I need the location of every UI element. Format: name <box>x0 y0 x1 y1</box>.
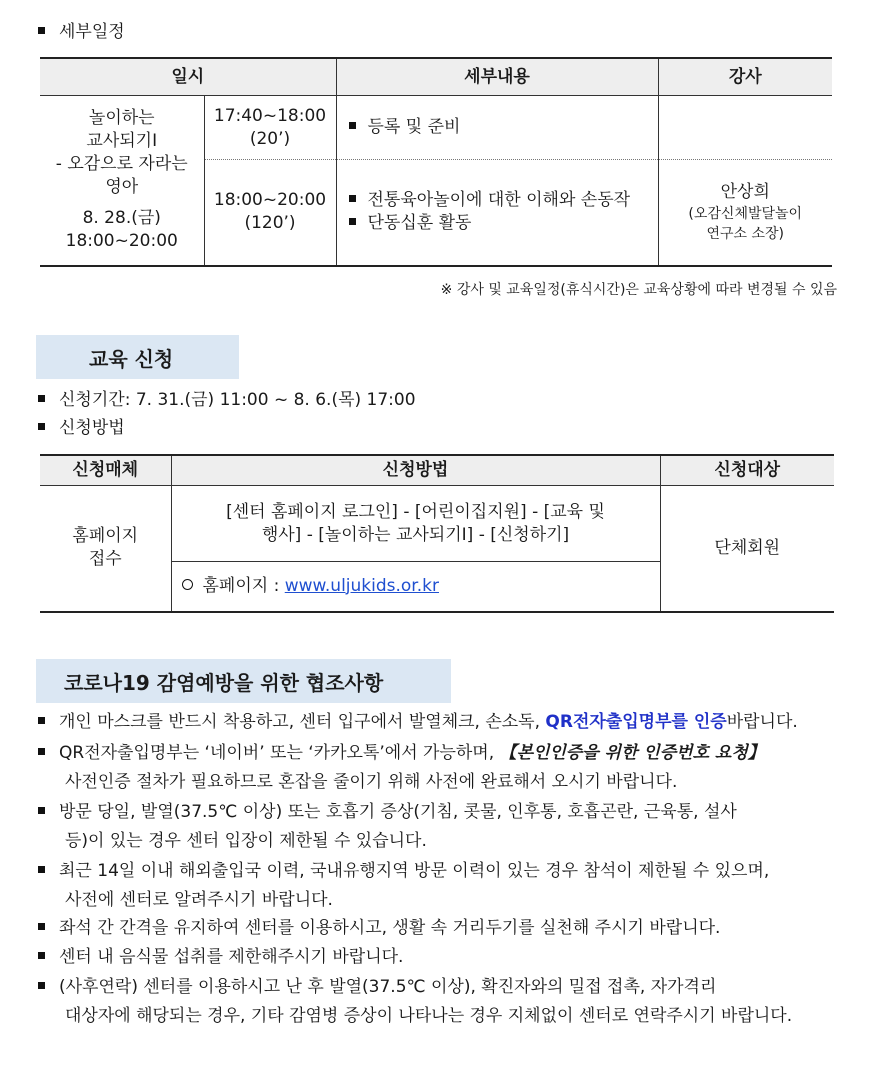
circle-bullet-icon <box>182 579 193 590</box>
covid-item-5: 좌석 간 간격을 유지하여 센터를 이용하시고, 생활 속 거리두기를 실천해 주시기 바랍니다. <box>38 916 838 940</box>
square-bullet-icon <box>38 395 45 402</box>
col-header-medium: 신청매체 <box>40 455 171 486</box>
section-title-application: 교육 신청 <box>36 335 239 379</box>
instructor-name: 안상희 <box>720 181 770 202</box>
list-item: 단동십훈 활동 <box>349 212 658 235</box>
schedule-heading: 세부일정 <box>38 20 125 44</box>
square-bullet-icon <box>38 952 45 959</box>
program-title: 놀이하는 교사되기Ⅰ - 오감으로 자라는 영아 <box>55 108 188 198</box>
time-cell: 17:40~18:00 (20’) <box>204 96 336 160</box>
col-header-target: 신청대상 <box>660 455 834 486</box>
homepage-cell: 홈페이지 : www.uljukids.or.kr <box>171 562 660 612</box>
time-cell: 18:00~20:00 (120’) <box>204 160 336 266</box>
program-date: 8. 28.(금) <box>82 208 161 229</box>
covid-item-4: 최근 14일 이내 해외출입국 이력, 국내유행지역 방문 이력이 있는 경우 참석이 제한될 수 있으며, 사전에 센터로 알려주시기 바랍니다. <box>38 857 838 915</box>
application-table <box>40 454 834 613</box>
square-bullet-icon <box>38 923 45 930</box>
square-bullet-icon <box>349 218 356 225</box>
instructor-cell <box>658 160 832 266</box>
program-time: 18:00~20:00 <box>65 231 178 252</box>
list-item: 전통육아놀이에 대한 이해와 손동작 <box>349 189 658 212</box>
schedule-table <box>40 57 832 267</box>
medium-cell: 홈페이지 접수 <box>40 486 171 612</box>
covid-item-2: QR전자출입명부는 ‘네이버’ 또는 ‘카카오톡’에서 가능하며, 【본인인증을 위한 인증번호 요청】 사전인증 절차가 필요하므로 혼잡을 줄이기 위해 사전에 완료해서 오시기 바랍니다. <box>38 739 838 797</box>
square-bullet-icon <box>38 866 45 873</box>
covid-item-6: 센터 내 음식물 섭취를 제한해주시기 바랍니다. <box>38 945 838 969</box>
method-cell: [센터 홈페이지 로그인] - [어린이집지원] - [교육 및 행사] - [놀이하는 교사되기Ⅰ] - [신청하기] <box>171 486 660 562</box>
content-cell <box>336 96 658 160</box>
instructor-cell-empty <box>658 96 832 160</box>
square-bullet-icon <box>38 27 45 34</box>
program-cell <box>40 96 204 266</box>
list-item: 등록 및 준비 <box>349 116 658 139</box>
col-header-datetime: 일시 <box>40 58 336 96</box>
covid-item-1: 개인 마스크를 반드시 착용하고, 센터 입구에서 발열체크, 손소독, QR전자출입명부를 인증바랍니다. <box>38 710 838 734</box>
square-bullet-icon <box>38 717 45 724</box>
col-header-method: 신청방법 <box>171 455 660 486</box>
square-bullet-icon <box>38 748 45 755</box>
target-cell: 단체회원 <box>660 486 834 612</box>
col-header-instructor: 강사 <box>658 58 832 96</box>
covid-item-3: 방문 당일, 발열(37.5℃ 이상) 또는 호흡기 증상(기침, 콧물, 인후통, 호흡곤란, 근육통, 설사 등)이 있는 경우 센터 입장이 제한될 수 있습니다. <box>38 798 838 856</box>
section-title-covid: 코로나19 감염예방을 위한 협조사항 <box>36 659 451 703</box>
schedule-note: ※ 강사 및 교육일정(휴식시간)은 교육상황에 따라 변경될 수 있음 <box>440 282 837 298</box>
square-bullet-icon <box>38 423 45 430</box>
application-method-heading: 신청방법 <box>38 416 125 440</box>
square-bullet-icon <box>38 982 45 989</box>
homepage-link[interactable]: www.uljukids.or.kr <box>284 575 439 596</box>
instructor-org: (오감신체발달놀이 연구소 소장) <box>688 205 803 242</box>
col-header-content: 세부내용 <box>336 58 658 96</box>
square-bullet-icon <box>38 807 45 814</box>
square-bullet-icon <box>349 195 356 202</box>
content-cell <box>336 160 658 266</box>
square-bullet-icon <box>349 122 356 129</box>
covid-item-7: (사후연락) 센터를 이용하시고 난 후 발열(37.5℃ 이상), 확진자와의 밀접 접촉, 자가격리 대상자에 해당되는 경우, 기타 감염병 증상이 나타나는 경우 지체없이 센터로 연락주시기 바랍니다. <box>38 973 838 1031</box>
application-period: 신청기간: 7. 31.(금) 11:00 ~ 8. 6.(목) 17:00 <box>38 388 416 412</box>
